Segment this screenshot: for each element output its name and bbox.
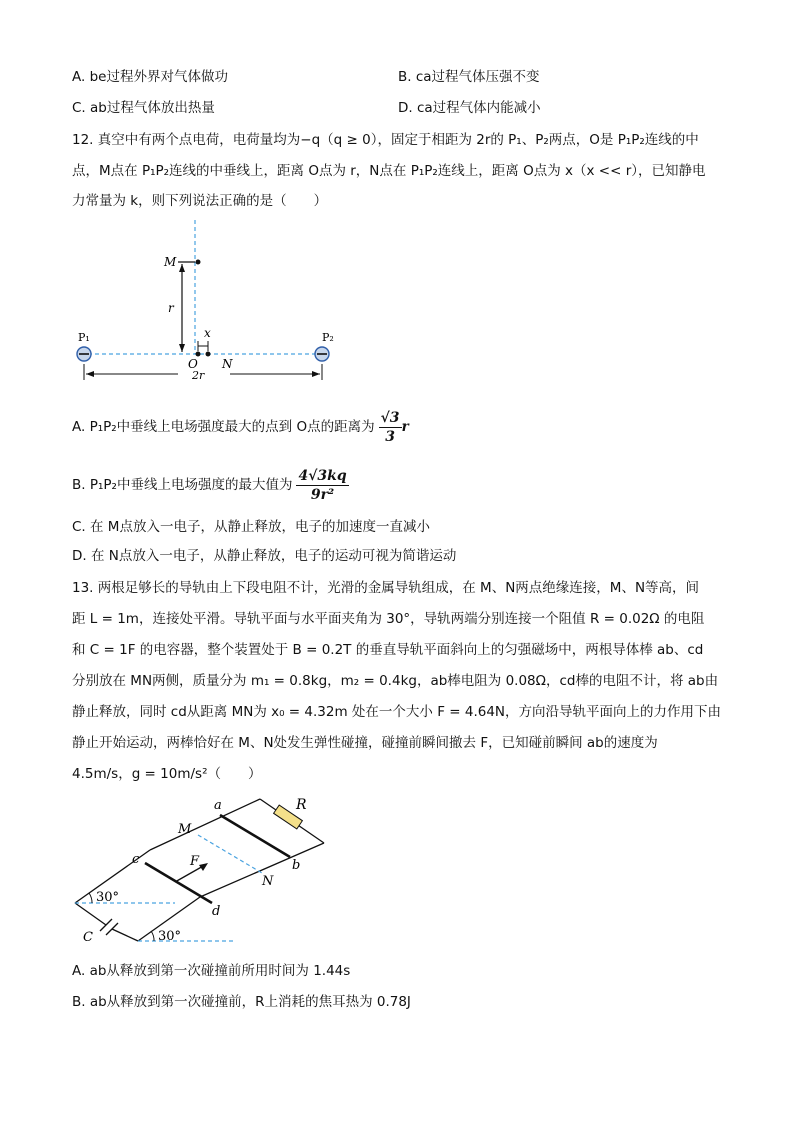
label-angle-2: 30° [158, 929, 182, 944]
q13-option-a: A. ab从释放到第一次碰撞前所用时间为 1.44s [72, 963, 351, 979]
q11-option-d: D. ca过程气体内能减小 [398, 100, 541, 116]
frac-denominator: 9r² [310, 486, 335, 503]
q12-option-b [72, 462, 349, 508]
q11-option-a: A. be过程外界对气体做功 [72, 69, 228, 85]
label-a: a [214, 798, 222, 813]
label-P1: P₁ [78, 331, 90, 344]
q12-option-c: C. 在 M点放入一电子，从静止释放，电子的加速度一直减小 [72, 519, 430, 535]
label-b: b [292, 858, 301, 873]
frac-numerator: 4√3kq [298, 467, 347, 484]
q13-option-b: B. ab从释放到第一次碰撞前，R上消耗的焦耳热为 0.78J [72, 994, 411, 1010]
frac-tail: r [401, 419, 409, 435]
q12-stem-line-2: 点，M点在 P₁P₂连线的中垂线上，距离 O点为 r，N点在 P₁P₂连线上，距离 O点为 x（x << r），已知静电 [72, 163, 706, 179]
q11-option-b: B. ca过程气体压强不变 [398, 69, 540, 85]
frac-denominator: 3 [385, 428, 395, 445]
q12-option-a-fraction [379, 409, 402, 446]
label-M: M [178, 822, 192, 837]
q12-option-a [72, 404, 409, 450]
q12-stem-line-3: 力常量为 k，则下列说法正确的是（ ） [72, 193, 328, 209]
q13-stem-line-1: 13. 两根足够长的导轨由上下段电阻不计，光滑的金属导轨组成，在 M、N两点绝缘连接，M、N等高，间 [72, 580, 700, 596]
q11-option-c: C. ab过程气体放出热量 [72, 100, 215, 116]
q13-rails-figure [70, 795, 340, 950]
label-R: R [296, 797, 307, 813]
q12-option-b-text: B. P₁P₂中垂线上电场强度的最大值为 [72, 477, 293, 493]
label-N: N [222, 357, 233, 371]
label-O: O [188, 357, 198, 371]
label-F: F [190, 854, 200, 869]
label-2r: 2r [192, 369, 205, 382]
label-angle-1: 30° [96, 890, 120, 905]
label-x: x [204, 326, 211, 340]
label-P2: P₂ [322, 331, 334, 344]
q12-stem-line-1: 12. 真空中有两个点电荷，电荷量均为−q（q ≥ 0），固定于相距为 2r的 P₁、P₂两点，O是 P₁P₂连线的中 [72, 132, 699, 148]
q12-option-d: D. 在 N点放入一电子，从静止释放，电子的运动可视为简谐运动 [72, 548, 457, 564]
q13-stem-line-2: 距 L = 1m，连接处平滑。导轨平面与水平面夹角为 30°，导轨两端分别连接一个阻值 R = 0.02Ω 的电阻 [72, 611, 705, 627]
label-N: N [262, 874, 274, 889]
label-r: r [168, 301, 174, 315]
q13-stem-line-4: 分别放在 MN两侧，质量分为 m₁ = 0.8kg，m₂ = 0.4kg，ab棒电阻为 0.08Ω，cd棒的电阻不计，将 ab由 [72, 673, 719, 689]
q12-option-a-text: A. P₁P₂中垂线上电场强度最大的点到 O点的距离为 [72, 419, 375, 435]
frac-numerator: √3 [380, 409, 400, 426]
label-C: C [83, 930, 93, 945]
label-c: c [132, 852, 140, 867]
q13-stem-line-6: 静止开始运动，两棒恰好在 M、N处发生弹性碰撞，碰撞前瞬间撤去 F，已知碰前瞬间 ab的速度为 [72, 735, 658, 751]
q13-stem-line-5: 静止释放，同时 cd从距离 MN为 x₀ = 4.32m 处在一个大小 F = 4.64N，方向沿导轨平面向上的力作用下由 [72, 704, 722, 720]
q13-stem-line-3: 和 C = 1F 的电容器，整个装置处于 B = 0.2T 的垂直导轨平面斜向上的匀强磁场中，两根导体棒 ab、cd [72, 642, 704, 658]
q13-stem-line-7: 4.5m/s，g = 10m/s²（ ） [72, 766, 262, 782]
q12-option-b-fraction [296, 467, 348, 504]
label-M: M [164, 255, 177, 269]
label-d: d [212, 904, 221, 919]
q12-charges-figure [70, 220, 350, 390]
